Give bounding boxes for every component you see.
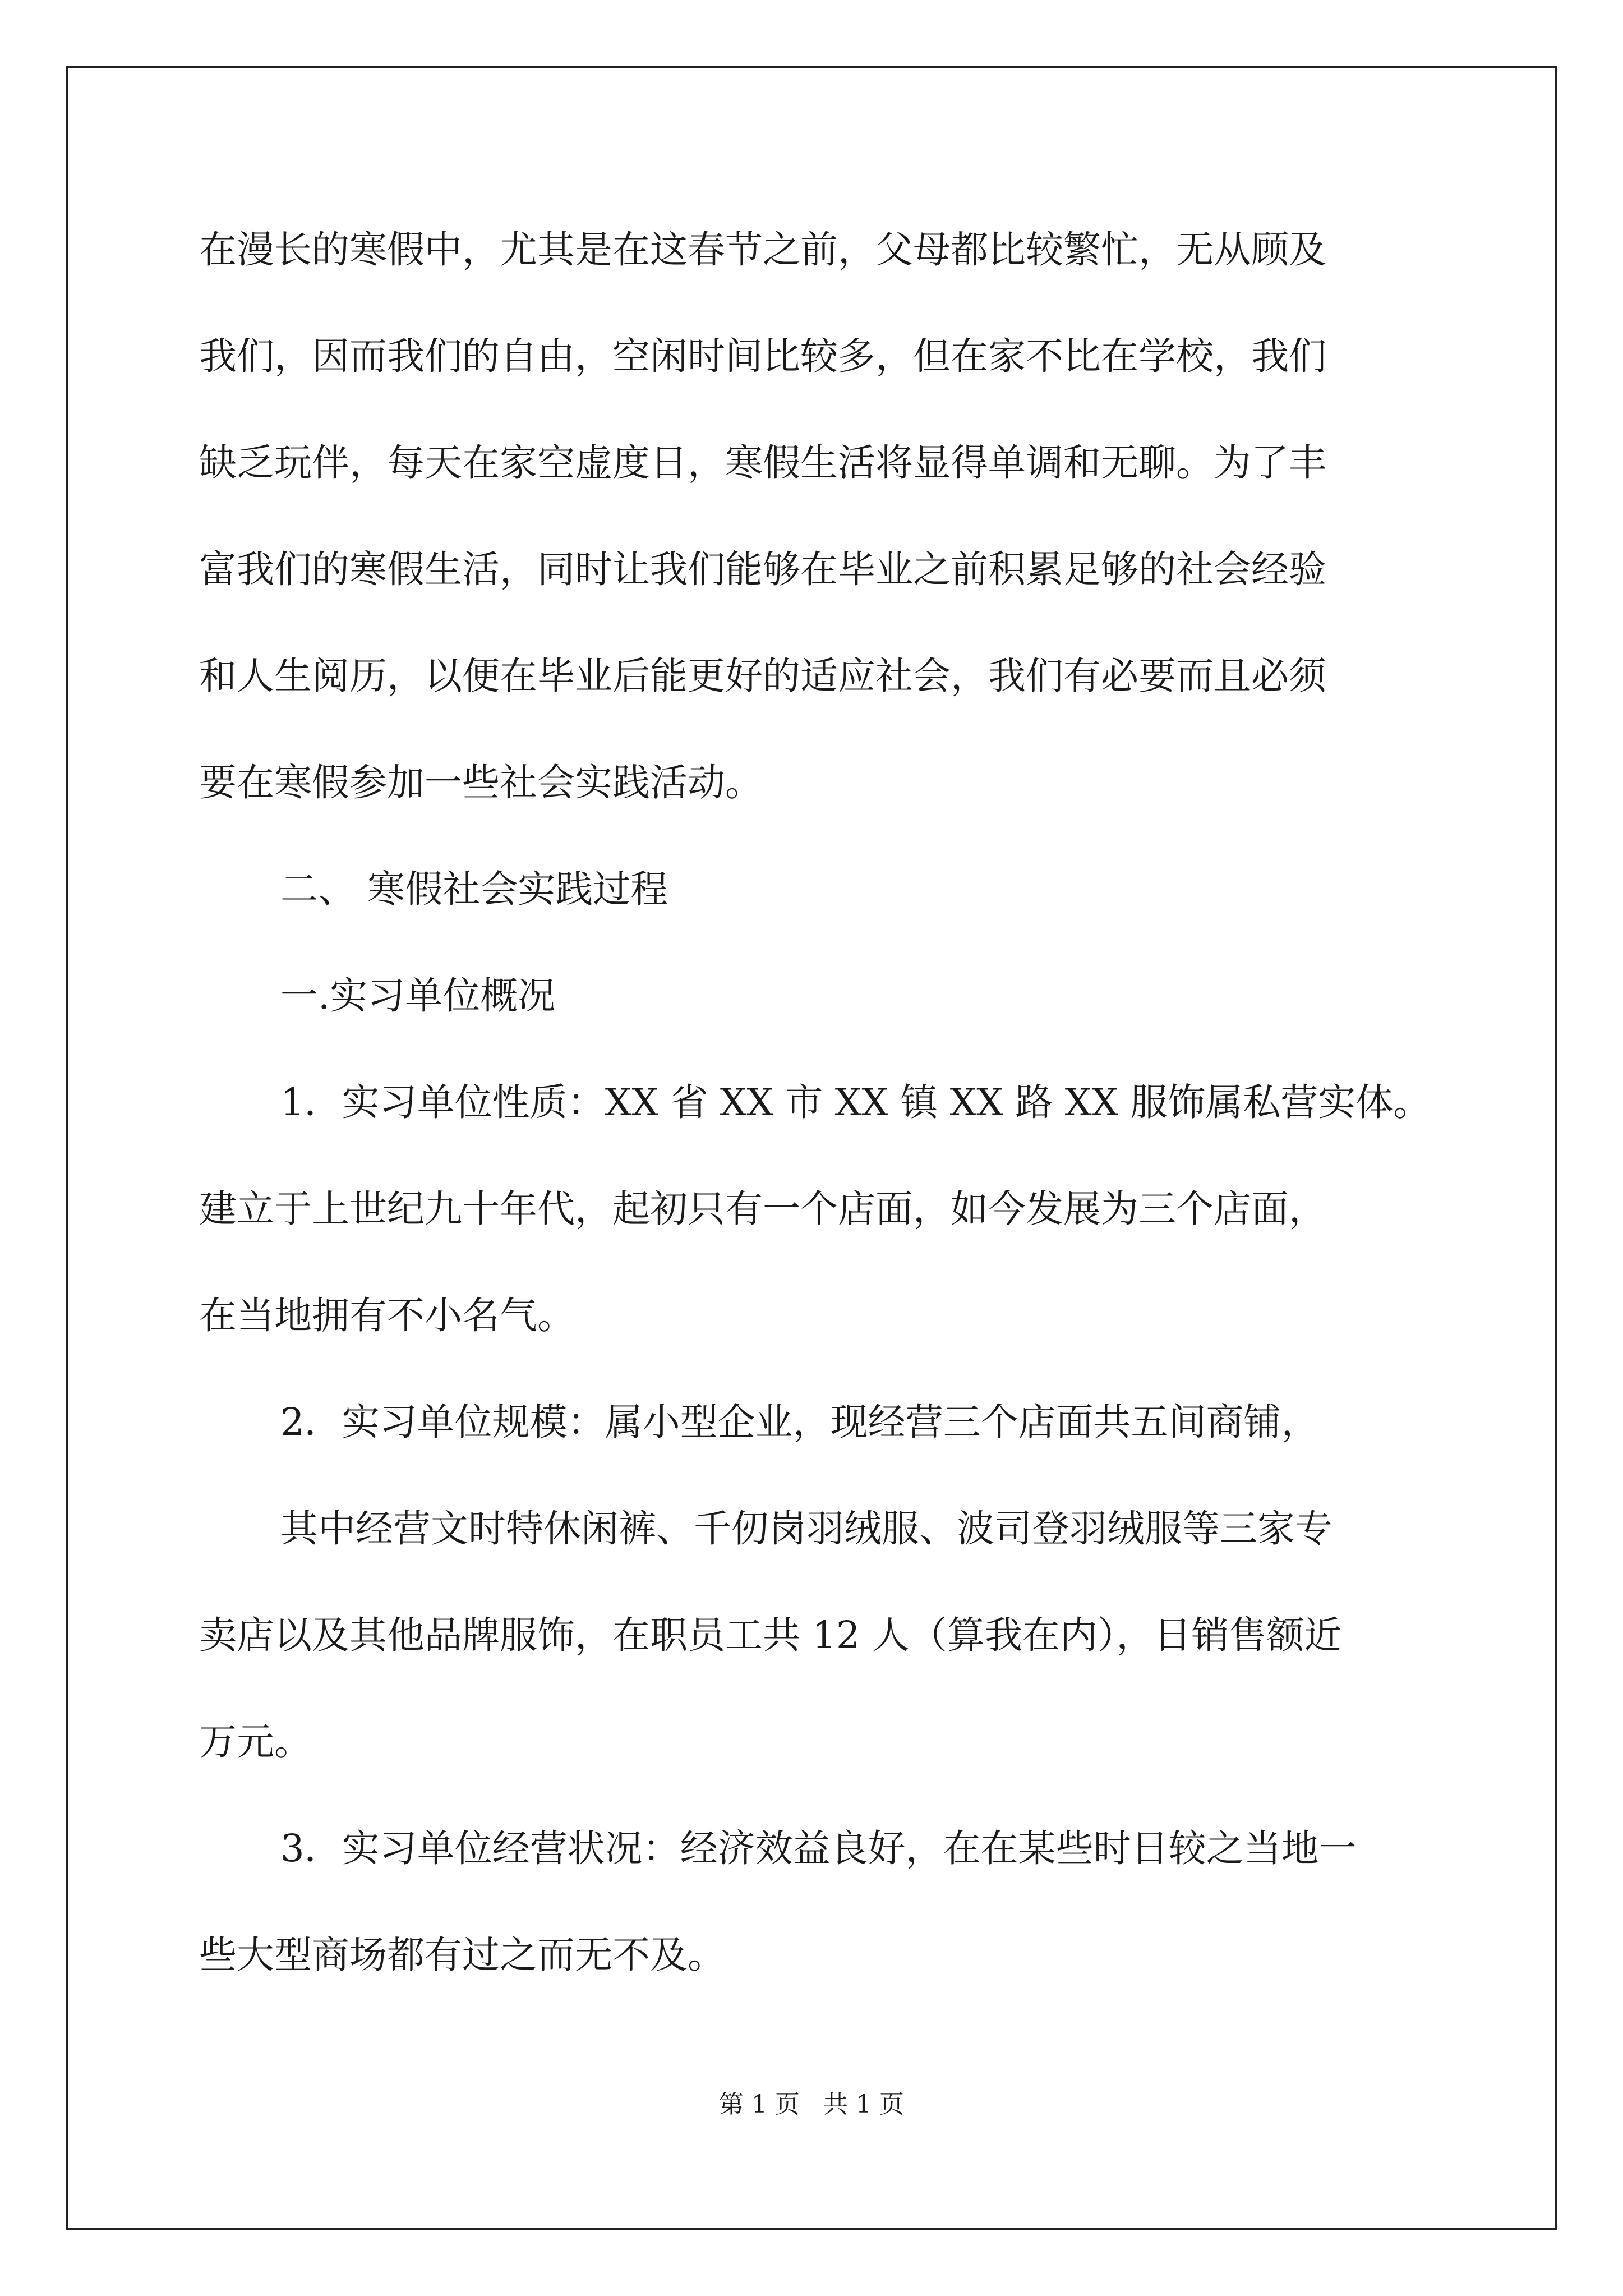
page-border xyxy=(66,66,1557,2230)
paragraph-line: 些大型商场都有过之而无不及。 xyxy=(199,1933,725,1977)
paragraph-line: 富我们的寒假生活，同时让我们能够在毕业之前积累足够的社会经验 xyxy=(199,547,1326,591)
section-heading: 二、 寒假社会实践过程 xyxy=(280,867,668,911)
paragraph-line: 3．实习单位经营状况：经济效益良好，在在某些时日较之当地一 xyxy=(280,1826,1357,1870)
paragraph-line: 缺乏玩伴，每天在家空虚度日，寒假生活将显得单调和无聊。为了丰 xyxy=(199,441,1326,485)
paragraph-line: 卖店以及其他品牌服饰，在职员工共 12 人（算我在内），日销售额近 xyxy=(199,1613,1342,1657)
paragraph-line: 万元。 xyxy=(199,1720,312,1764)
paragraph-line: 在当地拥有不小名气。 xyxy=(199,1294,575,1337)
paragraph-line: 要在寒假参加一些社会实践活动。 xyxy=(199,761,763,804)
paragraph-line: 在漫长的寒假中，尤其是在这春节之前，父母都比较繁忙，无从顾及 xyxy=(199,228,1326,272)
paragraph-line: 1．实习单位性质：XX 省 XX 市 XX 镇 XX 路 XX 服饰属私营实体。 xyxy=(280,1080,1431,1124)
paragraph-line: 和人生阅历，以便在毕业后能更好的适应社会，我们有必要而且必须 xyxy=(199,654,1326,698)
paragraph-line: 2．实习单位规模：属小型企业，现经营三个店面共五间商铺， xyxy=(280,1400,1319,1444)
page-footer: 第 1 页 共 1 页 xyxy=(719,2090,904,2119)
paragraph-line: 其中经营文时特休闲裤、千仞岗羽绒服、波司登羽绒服等三家专 xyxy=(280,1507,1332,1550)
paragraph-line: 我们，因而我们的自由，空闲时间比较多，但在家不比在学校，我们 xyxy=(199,334,1326,378)
subsection-heading: 一.实习单位概况 xyxy=(280,974,556,1018)
paragraph-line: 建立于上世纪九十年代，起初只有一个店面，如今发展为三个店面， xyxy=(199,1187,1326,1231)
